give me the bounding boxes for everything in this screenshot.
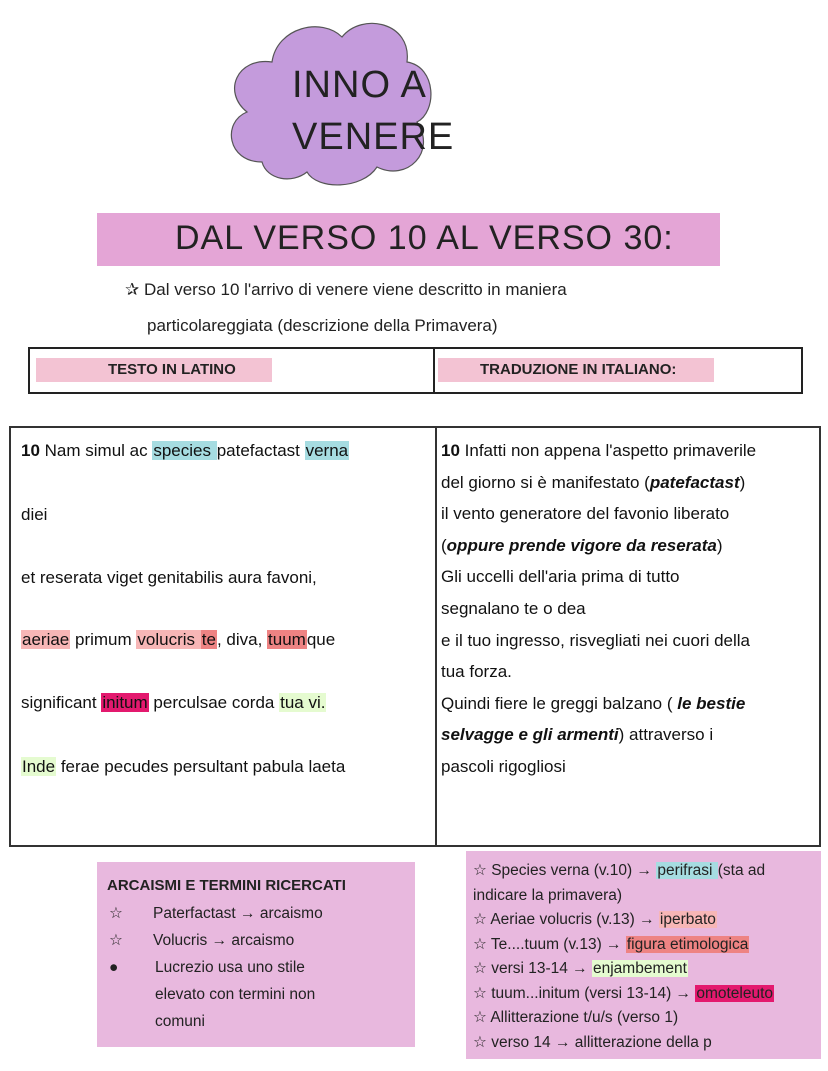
bold-text: 10 <box>441 441 465 460</box>
text-segment: Nam simul ac <box>44 441 153 460</box>
archaism-text: Lucrezio usa uno stile <box>155 959 305 976</box>
text-segment: ☆ Aeriae volucris (v.13) → <box>473 911 659 928</box>
italian-line <box>441 468 745 498</box>
bold-text: 10 <box>21 441 45 460</box>
latin-line <box>21 688 326 718</box>
bullet-icon: ● <box>109 959 119 976</box>
italian-line <box>441 689 745 719</box>
text-segment: perculsae corda <box>148 693 280 712</box>
figure-item <box>473 859 765 883</box>
italian-line <box>441 720 713 750</box>
text-segment: ☆ Species verna (v.10) → <box>473 862 657 879</box>
highlighted-term: aeriae <box>22 630 70 649</box>
latin-line <box>21 752 345 782</box>
italian-line <box>441 594 586 624</box>
translation-table <box>9 426 821 847</box>
intro-line-1 <box>125 280 567 300</box>
text-segment: e il tuo ingresso, risvegliati nei cuori della <box>441 630 750 650</box>
intro-line-2: particolareggiata (descrizione della Primavera) <box>147 316 498 335</box>
archaisms-box <box>97 862 415 1047</box>
title-line-2: VENERE <box>292 116 455 158</box>
highlighted-term: volucris <box>137 630 200 649</box>
title-line-1: INNO A <box>292 64 427 106</box>
highlighted-term: verna <box>305 441 349 460</box>
figure-item <box>473 1006 678 1030</box>
text-segment: indicare la primavera) <box>473 886 623 904</box>
text-segment: ferae pecudes persultant pabula laeta <box>56 757 346 776</box>
italian-line <box>441 562 680 592</box>
archaisms-title: ARCAISMI E TERMINI RICERCATI <box>107 877 346 894</box>
archaism-text: Paterfactast → arcaismo <box>153 905 323 922</box>
figures-box <box>466 851 821 1059</box>
italian-line <box>441 657 512 687</box>
star-icon: ✰ <box>125 280 144 299</box>
bold-text: patefactast <box>649 472 740 492</box>
latin-line <box>21 436 349 466</box>
highlighted-term: initum <box>102 693 148 712</box>
text-segment: ) <box>739 472 746 492</box>
section-banner <box>97 213 720 266</box>
highlighted-term: tua vi. <box>280 693 326 712</box>
figure-item <box>473 908 717 932</box>
italian-line <box>441 499 729 529</box>
archaism-item <box>109 956 305 980</box>
archaism-text: Volucris → arcaismo <box>153 932 295 949</box>
latin-line <box>21 563 317 593</box>
italian-line <box>441 752 566 782</box>
table-header <box>28 347 803 394</box>
italian-line <box>441 626 750 656</box>
figure-item <box>473 957 688 981</box>
header-italian: TRADUZIONE IN ITALIANO: <box>438 358 714 382</box>
divider <box>433 349 435 392</box>
highlighted-term: perifrasi <box>657 862 717 879</box>
text-segment: primum <box>70 630 137 649</box>
banner-text: DAL VERSO 10 AL VERSO 30: <box>175 219 674 257</box>
figure-item <box>473 884 622 908</box>
bold-text: oppure prende vigore da reserata <box>446 535 717 555</box>
figure-item <box>473 1031 712 1055</box>
latin-line <box>21 625 335 655</box>
intro-text: Dal verso 10 l'arrivo di venere viene descritto in maniera <box>143 280 567 299</box>
highlighted-term: te <box>201 630 216 649</box>
bold-text: selvagge e gli armenti <box>441 725 619 745</box>
latin-line <box>21 500 47 530</box>
text-segment: et reserata viget genitabilis aura favoni, <box>21 568 317 587</box>
highlighted-term: enjambement <box>593 960 687 977</box>
text-segment: Gli uccelli dell'aria prima di tutto <box>441 567 680 587</box>
highlighted-term: iperbato <box>659 911 716 928</box>
archaism-item <box>109 983 315 1007</box>
text-segment: pascoli rigogliosi <box>441 757 566 776</box>
text-segment: segnalano te o dea <box>441 599 586 618</box>
archaism-item <box>109 902 323 926</box>
text-segment: que <box>306 630 336 649</box>
star-icon: ☆ <box>109 905 123 922</box>
text-segment: Quindi fiere le greggi balzano ( <box>441 693 678 713</box>
text-segment: ) <box>716 535 723 555</box>
text-segment: ( <box>441 535 447 555</box>
text-segment: ☆ verso 14 → allitterazione della p <box>473 1033 712 1051</box>
text-segment: il vento generatore del favonio liberato <box>441 504 730 524</box>
archaism-item <box>109 1010 205 1034</box>
figure-item <box>473 982 774 1006</box>
text-segment: , diva, <box>216 630 268 649</box>
divider <box>435 428 437 845</box>
header-latin: TESTO IN LATINO <box>36 358 272 382</box>
text-segment: ☆ Allitterazione t/u/s (verso 1) <box>473 1009 679 1026</box>
highlighted-term: tuum <box>268 630 306 649</box>
highlighted-term: Inde <box>22 757 56 776</box>
figure-item <box>473 933 749 957</box>
archaism-item <box>109 929 294 953</box>
highlighted-term: figura etimologica <box>626 935 749 953</box>
text-segment: significant <box>21 693 102 712</box>
text-segment: ☆ tuum...initum (versi 13-14) → <box>473 984 696 1002</box>
text-segment: (sta ad <box>717 862 766 879</box>
text-segment: diei <box>21 505 48 524</box>
text-segment: ☆ Te....tuum (v.13) → <box>473 935 626 953</box>
text-segment: tua forza. <box>441 662 512 682</box>
italian-line <box>441 436 756 466</box>
text-segment: del giorno si è manifestato ( <box>441 472 650 492</box>
bold-text: le bestie <box>677 693 746 713</box>
star-icon: ☆ <box>109 932 123 949</box>
text-segment: Infatti non appena l'aspetto primaverile <box>464 441 757 460</box>
highlighted-term: species <box>153 441 216 460</box>
archaism-text: comuni <box>155 1013 205 1030</box>
text-segment: ☆ versi 13-14 → <box>473 960 592 977</box>
archaism-text: elevato con termini non <box>155 986 316 1003</box>
italian-line <box>441 531 723 561</box>
highlighted-term: omoteleuto <box>696 984 774 1002</box>
text-segment: patefactast <box>216 441 305 460</box>
text-segment: ) attraverso i <box>618 725 714 745</box>
